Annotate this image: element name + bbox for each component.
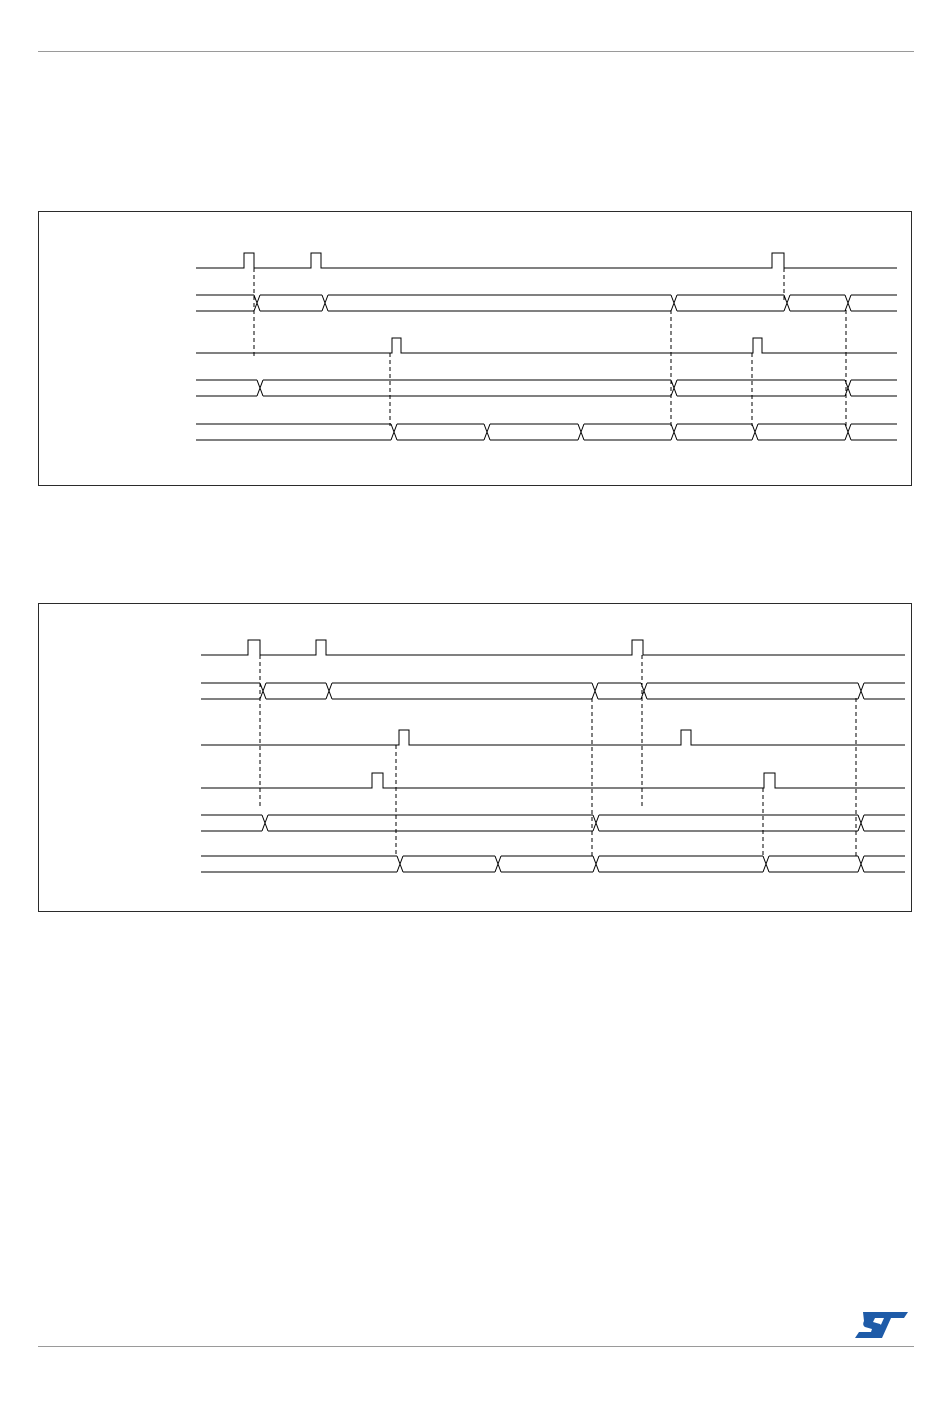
bus-segment <box>864 856 905 872</box>
signal-2-bus <box>201 683 905 699</box>
timing-diagram-2 <box>38 603 912 912</box>
bus-transition <box>578 424 584 440</box>
bus-segment <box>490 424 578 440</box>
bus-segment <box>598 683 641 699</box>
bus-transition <box>593 815 599 831</box>
signal-3-waveform <box>201 730 905 745</box>
signal-4-waveform <box>201 773 905 788</box>
signal-6-bus <box>201 856 905 872</box>
st-logo-icon <box>853 1310 909 1340</box>
bus-transition <box>593 856 599 872</box>
signal-3-waveform <box>196 338 897 353</box>
signal-5-bus <box>201 815 905 831</box>
bus-transition <box>763 856 769 872</box>
bus-transition <box>326 683 332 699</box>
bus-transition <box>391 424 397 440</box>
bus-transition <box>752 424 758 440</box>
bus-transition <box>671 295 677 311</box>
signal-2-bus <box>196 295 897 311</box>
bus-segment <box>851 424 897 440</box>
bus-segment <box>677 295 784 311</box>
bus-transition <box>858 856 864 872</box>
bus-transition <box>858 815 864 831</box>
bus-transition <box>784 295 790 311</box>
bus-segment <box>328 295 671 311</box>
bus-transition <box>484 424 490 440</box>
bus-segment <box>677 380 845 396</box>
bus-segment <box>584 424 671 440</box>
bus-segment <box>260 295 322 311</box>
bus-transition <box>397 856 403 872</box>
bus-transition <box>254 295 260 311</box>
bus-segment <box>501 856 593 872</box>
bus-segment <box>851 380 897 396</box>
footer-rule <box>38 1346 914 1347</box>
bus-transition <box>592 683 598 699</box>
bus-transition <box>260 683 266 699</box>
bus-transition <box>858 683 864 699</box>
bus-segment <box>864 815 905 831</box>
bus-segment <box>758 424 845 440</box>
bus-segment <box>201 856 397 872</box>
bus-segment <box>201 815 262 831</box>
bus-segment <box>677 424 752 440</box>
bus-segment <box>196 295 254 311</box>
bus-transition <box>671 380 677 396</box>
bus-segment <box>268 815 593 831</box>
timing-diagram-1-canvas <box>39 212 913 487</box>
signal-4-bus <box>196 380 897 396</box>
header-rule <box>38 51 914 52</box>
bus-segment <box>263 380 671 396</box>
bus-segment <box>851 295 897 311</box>
bus-transition <box>257 380 263 396</box>
bus-segment <box>397 424 484 440</box>
signal-1-waveform <box>196 253 897 268</box>
bus-segment <box>599 815 858 831</box>
bus-transition <box>262 815 268 831</box>
bus-transition <box>322 295 328 311</box>
bus-segment <box>599 856 763 872</box>
bus-segment <box>647 683 858 699</box>
bus-segment <box>769 856 858 872</box>
bus-segment <box>864 683 905 699</box>
timing-diagram-1 <box>38 211 912 486</box>
bus-segment <box>403 856 495 872</box>
signal-5-bus <box>196 424 897 440</box>
timing-diagram-2-canvas <box>39 604 913 913</box>
bus-transition <box>495 856 501 872</box>
signal-1-waveform <box>201 640 905 655</box>
bus-segment <box>196 380 257 396</box>
bus-segment <box>196 424 391 440</box>
bus-segment <box>332 683 592 699</box>
bus-segment <box>201 683 260 699</box>
bus-transition <box>845 424 851 440</box>
bus-segment <box>266 683 326 699</box>
bus-segment <box>790 295 845 311</box>
bus-transition <box>845 295 851 311</box>
bus-transition <box>671 424 677 440</box>
